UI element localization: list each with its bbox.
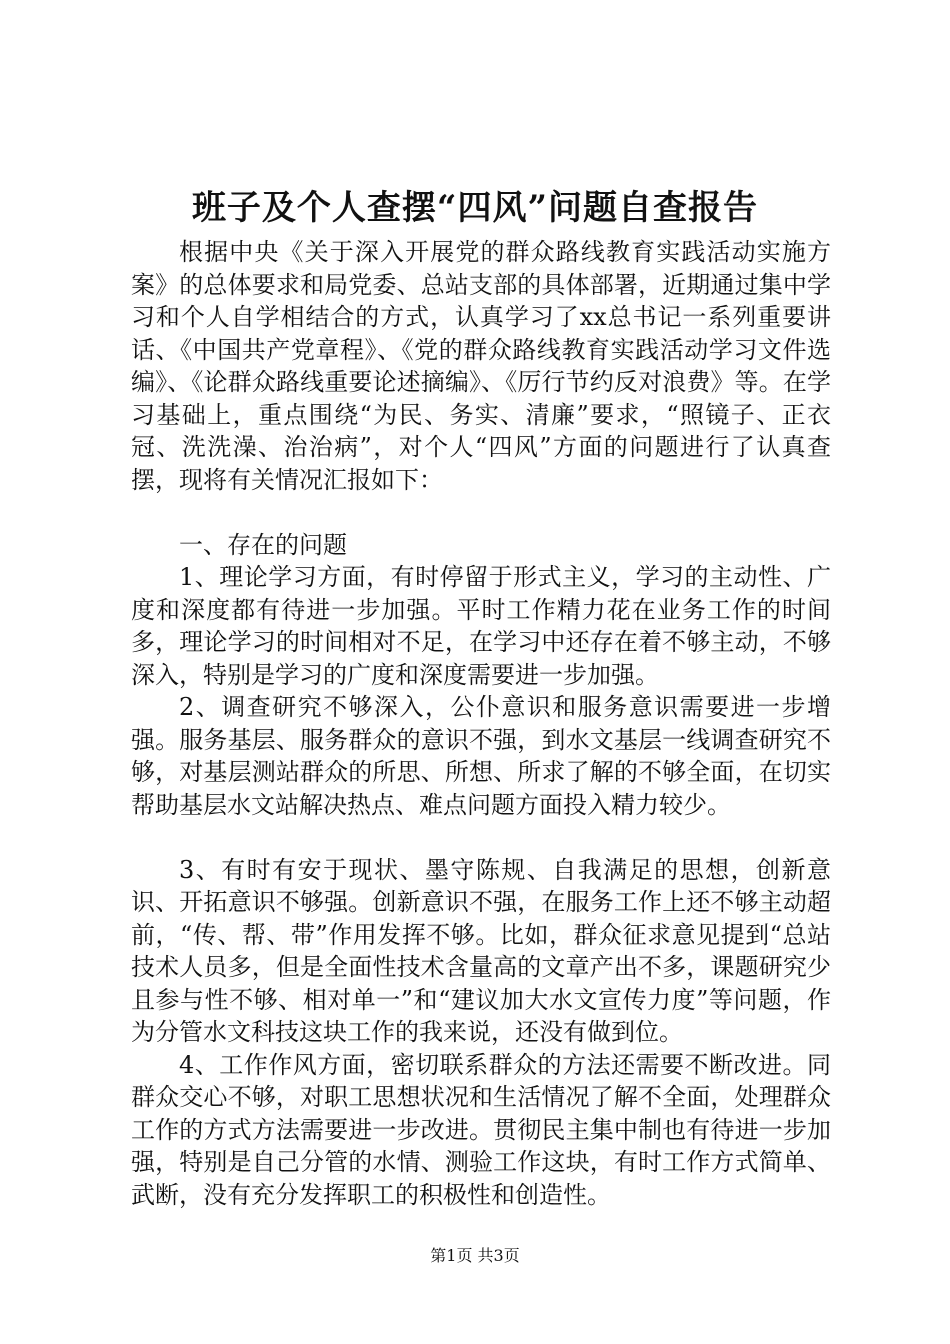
section-heading: 一、存在的问题	[179, 530, 347, 559]
document-title: 班子及个人查摆“四风”问题自查报告	[191, 188, 759, 228]
issue-paragraph-2: 2、调查研究不够深入，公仆意识和服务意识需要进一步增强。服务基层、服务群众的意识不强，到水文基层一线调查研究不够，对基层测站群众的所思、所想、所求了解的不够全面，在切实帮助基层水文站解决热点、难点问题方面投入精力较少。	[131, 693, 831, 819]
page-footer	[0, 1246, 950, 1266]
document-body	[131, 236, 831, 1211]
page-indicator: 第1页 共3页	[430, 1246, 520, 1265]
issue-paragraph-3: 3、有时有安于现状、墨守陈规、自我满足的思想，创新意识、开拓意识不够强。创新意识不强，在服务工作上还不够主动超前，“传、帮、带”作用发挥不够。比如，群众征求意见提到“总站技术人员多，但是全面性技术含量高的文章产出不多，课题研究少且参与性不够、相对单一”和“建议加大水文宣传力度”等问题，作为分管水文科技这块工作的我来说，还没有做到位。	[131, 855, 831, 1046]
intro-paragraph: 根据中央《关于深入开展党的群众路线教育实践活动实施方案》的总体要求和局党委、总站支部的具体部署，近期通过集中学习和个人自学相结合的方式，认真学习了xx总书记一系列重要讲话、《中国共产党章程》、《党的群众路线教育实践活动学习文件选编》、《论群众路线重要论述摘编》、《厉行节约反对浪费》等。在学习基础上，重点围绕“为民、务实、清廉”要求，“照镜子、正衣冠、洗洗澡、治治病”，对个人“四风”方面的问题进行了认真查摆，现将有关情况汇报如下：	[131, 238, 831, 494]
issue-paragraph-4: 4、工作作风方面，密切联系群众的方法还需要不断改进。同群众交心不够，对职工思想状况和生活情况了解不全面，处理群众工作的方式方法需要进一步改进。贯彻民主集中制也有待进一步加强，特别是自己分管的水情、测验工作这块，有时工作方式简单、武断，没有充分发挥职工的积极性和创造性。	[131, 1050, 831, 1209]
issue-paragraph-1: 1、理论学习方面，有时停留于形式主义，学习的主动性、广度和深度都有待进一步加强。平时工作精力花在业务工作的时间多，理论学习的时间相对不足，在学习中还存在着不够主动，不够深入，特别是学习的广度和深度需要进一步加强。	[131, 563, 831, 689]
